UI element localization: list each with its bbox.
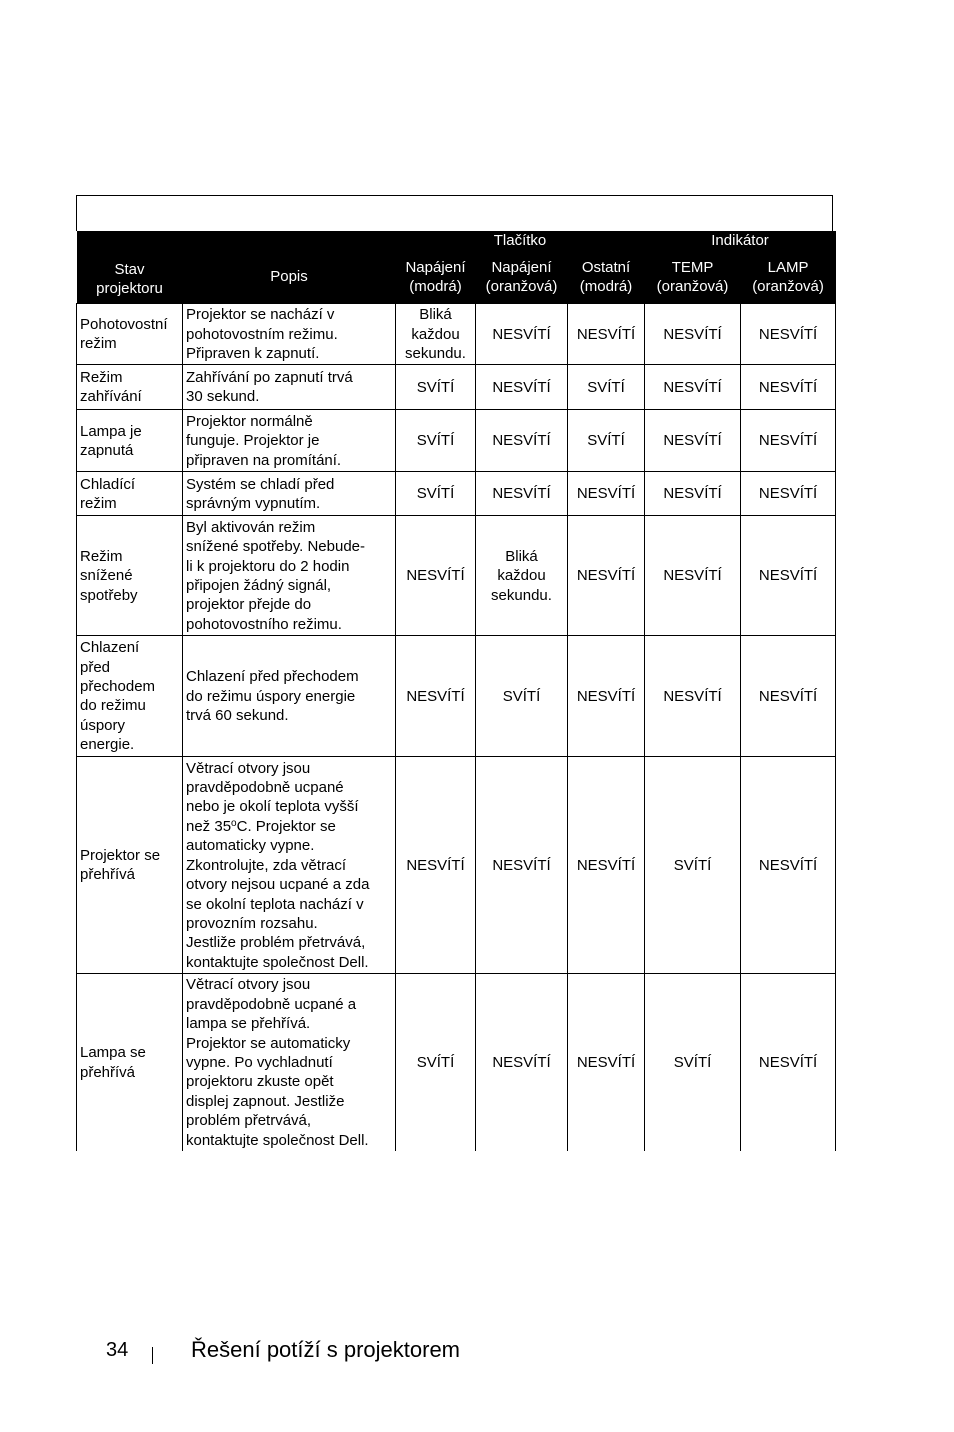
cell-description [183, 410, 396, 472]
text-line: SVÍTÍ [416, 485, 455, 503]
cell-led-status [741, 757, 836, 974]
cell-led-status [741, 516, 836, 636]
text-line: pohotovostním režimu. [186, 325, 338, 343]
cell-led-status [645, 304, 741, 365]
cell-description [183, 757, 396, 974]
text-line: NESVÍTÍ [758, 567, 818, 585]
text-line: (oranžová) [752, 277, 824, 295]
text-line: NESVÍTÍ [663, 485, 722, 503]
cell-led-status [645, 410, 741, 472]
text-line: NESVÍTÍ [576, 856, 636, 874]
cell-description [183, 304, 396, 365]
text-line: projektoru [96, 280, 163, 298]
text-line: otvory nejsou ucpané a zda [186, 876, 370, 894]
table-row [77, 365, 836, 410]
cell-state [77, 410, 183, 472]
text-line: pohotovostního režimu. [186, 615, 342, 633]
cell-led-status [741, 410, 836, 472]
cell-description [183, 636, 396, 757]
text-line: NESVÍTÍ [663, 432, 722, 450]
cell-led-status [396, 410, 476, 472]
text-line: displej zapnout. Jestliže [186, 1092, 345, 1110]
text-line: NESVÍTÍ [406, 567, 465, 585]
text-line: NESVÍTÍ [758, 325, 818, 343]
cell-led-status [568, 472, 645, 516]
text-line: Větrací otvory jsou [186, 759, 311, 777]
text-line: (oranžová) [485, 277, 558, 295]
text-line: NESVÍTÍ [663, 378, 722, 396]
text-line: vypne. Po vychladnutí [186, 1053, 333, 1071]
text-line: NESVÍTÍ [663, 325, 722, 343]
text-line: Projektor se nachází v [186, 306, 335, 324]
text-line: problém přetrvává, [186, 1112, 312, 1130]
column-header-description [183, 250, 396, 304]
text-line: Projektor se [80, 847, 161, 864]
column-header-other-blue [568, 250, 645, 304]
text-line: li k projektoru do 2 hodin [186, 557, 350, 575]
text-line: Chladící [80, 475, 136, 493]
text-line: Připraven k zapnutí. [186, 345, 320, 363]
text-line: Lampa se [80, 1044, 146, 1062]
text-line: SVÍTÍ [587, 378, 625, 396]
text-line: spotřeby [80, 586, 138, 604]
cell-led-status [741, 974, 836, 1151]
text-line: Ostatní [581, 258, 631, 276]
cell-led-status [741, 636, 836, 757]
text-line: Byl aktivován režim [186, 518, 316, 536]
text-line: Stav [114, 261, 145, 278]
text-line: energie. [80, 736, 135, 754]
cell-led-status [396, 472, 476, 516]
text-line: NESVÍTÍ [406, 687, 465, 705]
text-line: automaticky vypne. [186, 837, 315, 855]
cell-led-status [476, 365, 568, 410]
text-line: přehřívá [80, 1063, 136, 1081]
cell-description [183, 365, 396, 410]
text-line: NESVÍTÍ [406, 856, 465, 874]
text-line: (modrá) [579, 277, 633, 295]
text-line: SVÍTÍ [673, 1053, 712, 1071]
column-header-state [77, 250, 183, 304]
text-line: projektor přejde do [186, 596, 312, 614]
text-line: NESVÍTÍ [758, 485, 818, 503]
text-line: Režim [80, 547, 123, 565]
text-line: funguje. Projektor je [186, 432, 320, 450]
text-line: NESVÍTÍ [758, 687, 818, 705]
text-line: správným vypnutím. [186, 494, 321, 512]
cell-led-status [568, 304, 645, 365]
cell-led-status [396, 365, 476, 410]
cell-led-status [396, 974, 476, 1151]
text-line: zapnutá [80, 441, 134, 459]
text-line: kontaktujte společnost Dell. [186, 1131, 369, 1149]
chapter-title: Řešení potíží s projektorem [191, 1337, 461, 1362]
text-line: Chlazení [80, 639, 140, 657]
text-line: (modrá) [409, 277, 462, 295]
text-line: NESVÍTÍ [758, 1053, 818, 1071]
text-line: připraven na promítání. [186, 451, 342, 469]
text-line: 30 sekund. [186, 388, 260, 406]
table-row [77, 304, 836, 365]
text-line: před [80, 658, 111, 676]
cell-led-status [476, 304, 568, 365]
cell-led-status [645, 757, 741, 974]
text-line: (oranžová) [656, 277, 729, 295]
text-line: SVÍTÍ [587, 432, 625, 450]
text-line: TEMP [671, 258, 714, 276]
text-line: LAMP [767, 258, 809, 276]
text-line: Zkontrolujte, zda větrací [186, 856, 347, 874]
text-line: NESVÍTÍ [492, 432, 551, 450]
cell-state [77, 516, 183, 636]
cell-led-status [741, 472, 836, 516]
text-line: NESVÍTÍ [576, 1053, 636, 1071]
text-line: sekundu. [405, 345, 466, 363]
text-line: SVÍTÍ [416, 1053, 455, 1071]
text-line: projektoru zkuste opět [186, 1073, 334, 1091]
text-line: NESVÍTÍ [492, 378, 551, 396]
cell-led-status [396, 516, 476, 636]
text-line: NESVÍTÍ [663, 567, 722, 585]
cell-led-status [568, 974, 645, 1151]
text-line: SVÍTÍ [502, 687, 541, 705]
table-row [77, 410, 836, 472]
page-number: 34 [106, 1339, 129, 1361]
table-row [77, 472, 836, 516]
text-line: NESVÍTÍ [492, 1053, 551, 1071]
cell-led-status [476, 410, 568, 472]
cell-led-status [568, 410, 645, 472]
text-line: Jestliže problém přetrvává, [186, 934, 366, 952]
text-line: úspory [80, 716, 126, 734]
text-line: Napájení [491, 258, 552, 276]
table-row [77, 636, 836, 757]
cell-state [77, 757, 183, 974]
cell-led-status [568, 365, 645, 410]
text-line: trvá 60 sekund. [186, 707, 289, 725]
text-line: NESVÍTÍ [576, 325, 636, 343]
cell-state [77, 472, 183, 516]
cell-led-status [476, 516, 568, 636]
text-line: Systém se chladí před [186, 475, 335, 493]
text-line: se okolní teplota nachází v [186, 895, 364, 913]
text-line: Větrací otvory jsou [186, 976, 311, 994]
footer-separator [152, 1347, 153, 1364]
text-line: snížené spotřeby. Nebude- [186, 538, 365, 556]
table-caption-frame [76, 195, 833, 231]
cell-led-status [396, 636, 476, 757]
column-header-power-blue [396, 250, 476, 304]
cell-state [77, 304, 183, 365]
text-line: kontaktujte společnost Dell. [186, 953, 369, 971]
cell-led-status [568, 636, 645, 757]
cell-led-status [741, 304, 836, 365]
cell-led-status [396, 304, 476, 365]
text-line: režim [80, 335, 117, 353]
text-line: NESVÍTÍ [576, 567, 636, 585]
text-line: Bliká [505, 547, 538, 565]
cell-led-status [568, 516, 645, 636]
cell-led-status [741, 365, 836, 410]
text-line: SVÍTÍ [416, 432, 455, 450]
cell-description [183, 974, 396, 1151]
text-line: provozním rozsahu. [186, 914, 318, 932]
table-row [77, 757, 836, 974]
cell-led-status [396, 757, 476, 974]
text-line: NESVÍTÍ [492, 856, 551, 874]
text-line: NESVÍTÍ [492, 485, 551, 503]
cell-state [77, 365, 183, 410]
text-line: Chlazení před přechodem [186, 668, 359, 686]
text-line: do režimu [80, 697, 146, 715]
cell-description [183, 516, 396, 636]
text-line: režim [80, 494, 117, 512]
column-header-lamp [741, 250, 836, 304]
text-line: Napájení [405, 258, 466, 276]
cell-led-status [645, 472, 741, 516]
cell-led-status [645, 636, 741, 757]
text-line: sekundu. [491, 586, 552, 604]
cell-led-status [476, 974, 568, 1151]
led-status-table [76, 231, 836, 1151]
cell-led-status [568, 757, 645, 974]
text-line: zahřívání [80, 388, 142, 406]
group-header-button: Tlačítko [396, 231, 645, 250]
text-line: pravděpodobně ucpané [186, 779, 344, 797]
cell-led-status [476, 636, 568, 757]
text-line: NESVÍTÍ [758, 378, 818, 396]
text-line: NESVÍTÍ [758, 432, 818, 450]
text-line: NESVÍTÍ [492, 325, 551, 343]
column-header-power-orange [476, 250, 568, 304]
cell-led-status [645, 974, 741, 1151]
text-line: Zahřívání po zapnutí trvá [186, 369, 353, 386]
text-line: SVÍTÍ [416, 378, 455, 396]
text-line: Režim [80, 369, 123, 386]
table-row [77, 974, 836, 1151]
text-line: NESVÍTÍ [576, 485, 636, 503]
column-header-temp [645, 250, 741, 304]
cell-state [77, 636, 183, 757]
text-line: Bliká [419, 306, 452, 324]
text-line: NESVÍTÍ [663, 687, 722, 705]
group-header-indicator: Indikátor [645, 231, 836, 250]
text-line: do režimu úspory energie [186, 687, 356, 705]
table-row [77, 516, 836, 636]
text-line: Projektor se automaticky [186, 1034, 351, 1052]
cell-led-status [476, 757, 568, 974]
text-line: pravděpodobně ucpané a [186, 995, 357, 1013]
text-line: než 35$^o$C. Projektor se [186, 817, 336, 835]
text-line: lampa se přehřívá. [186, 1015, 311, 1033]
text-line: připojen žádný signál, [186, 576, 332, 594]
text-line: Popis [270, 268, 308, 286]
text-line: přehřívá [80, 866, 136, 884]
text-line: Projektor normálně [186, 412, 313, 430]
table-header [77, 231, 836, 304]
text-line: každou [411, 325, 460, 343]
text-line: snížené [80, 567, 133, 585]
cell-led-status [476, 472, 568, 516]
text-line: Pohotovostní [80, 316, 168, 333]
cell-state [77, 974, 183, 1151]
text-line: NESVÍTÍ [758, 856, 818, 874]
text-line: SVÍTÍ [673, 856, 712, 874]
text-line: Lampa je [80, 422, 142, 440]
cell-description [183, 472, 396, 516]
text-line: každou [497, 567, 546, 585]
cell-led-status [645, 365, 741, 410]
text-line: přechodem [80, 678, 156, 695]
text-line: nebo je okolí teplota vyšší [186, 798, 359, 816]
cell-led-status [645, 516, 741, 636]
text-line: NESVÍTÍ [576, 687, 636, 705]
